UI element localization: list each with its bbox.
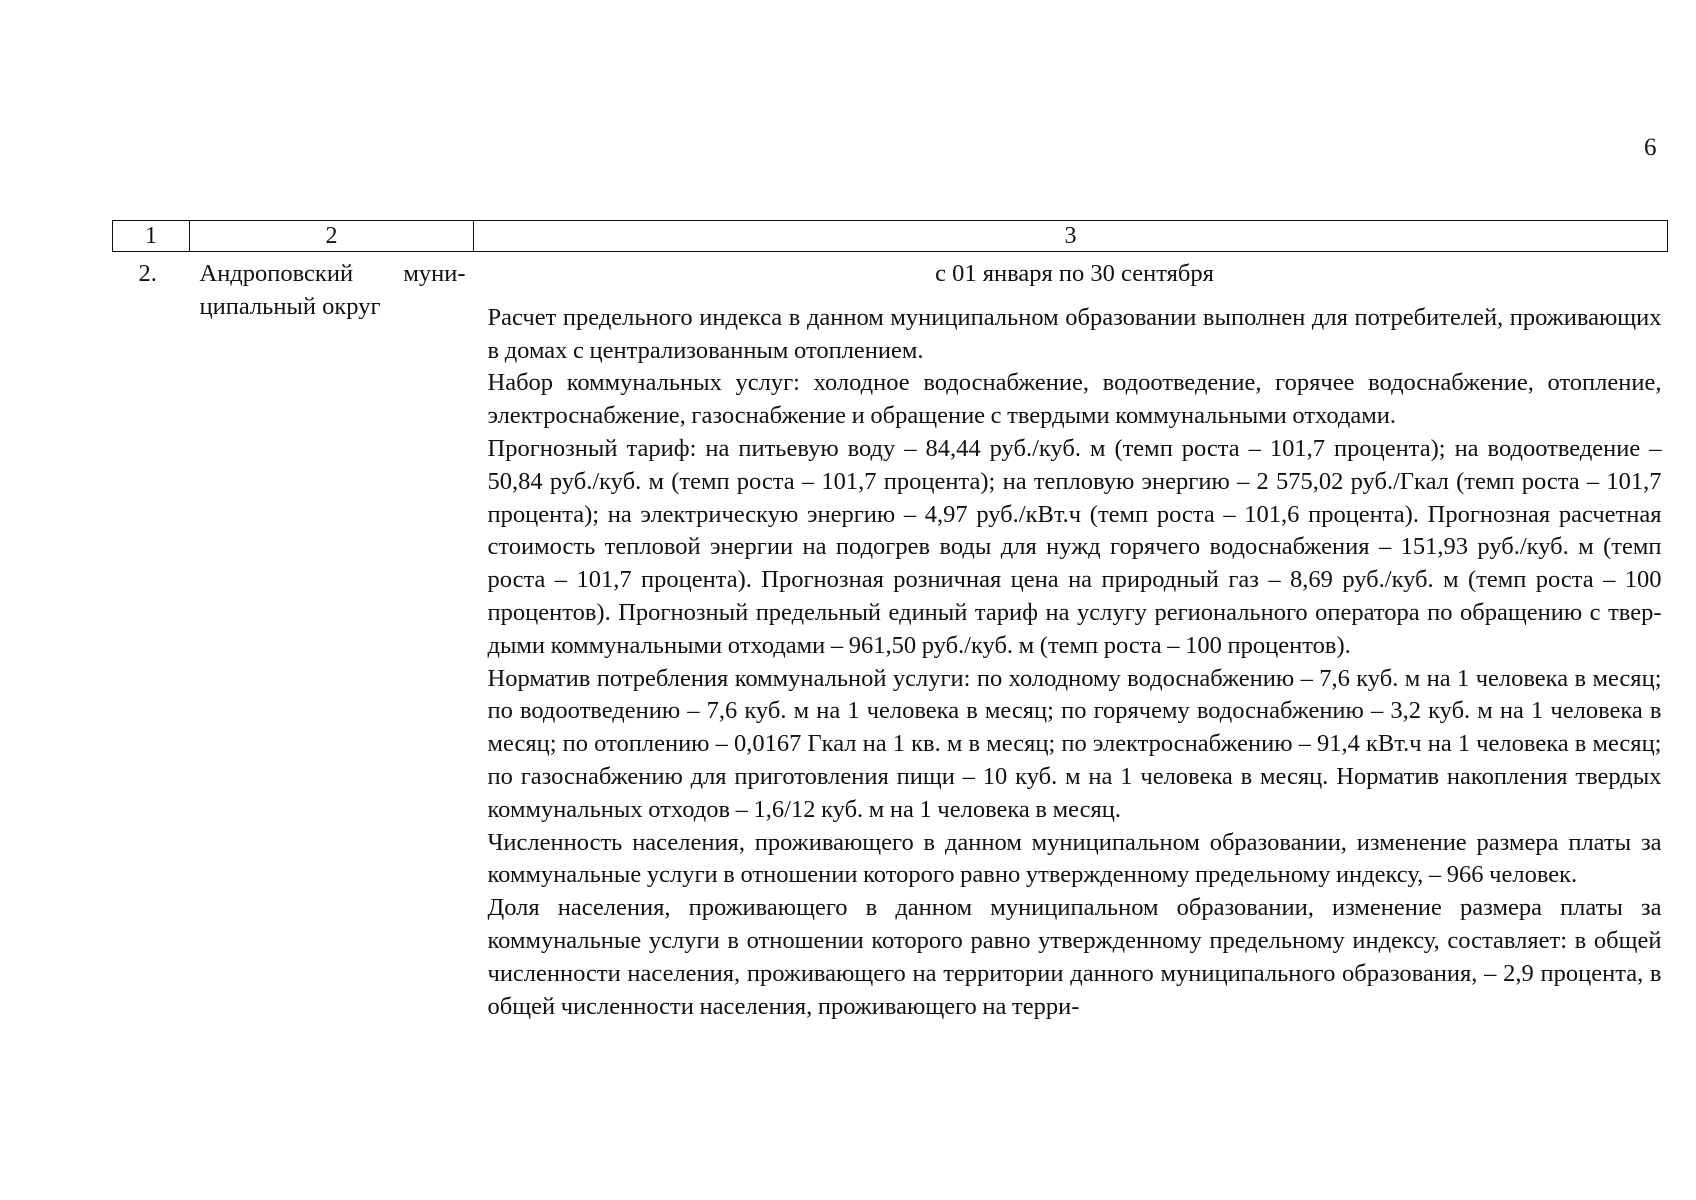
paragraph-consumption-norms: Норматив потребления коммунальной услуги: по холодному водоснабжению – 7,6 куб. м на 1 человека в месяц; по водоотведению – 7,6 куб. м на 1 человека в месяц; по горячему водоснабжению – 3,2 куб. м на 1 человека в месяц; по отоплению – 0,0167 Гкал на 1 кв. м в месяц; по электроснабжению – 91,4 кВт.ч на 1 человека в месяц; по газоснабжению для приготовления пищи – 10 куб. м на 1 человека в месяц. Норматив накопления твердых коммунальных отходов – 1,6/12 куб. м на 1 человека в месяц.: [487, 664, 1662, 823]
paragraph-utility-set: Набор коммунальных услуг: холодное водоснабжение, водоотведение, горячее водоснабжение, отопление, электроснабжение, газоснабжение и обращение с твердыми коммунальными отходами.: [487, 369, 1662, 430]
table-header-row: [113, 221, 1668, 252]
paragraph-forecast-tariffs: Прогнозный тариф: на питьевую воду – 84,44 руб./куб. м (темп роста – 101,7 процента); на водоотведение – 50,84 руб./куб. м (темп роста – 101,7 процента); на тепловую энергию – 2 575,02 руб./Гкал (темп роста – 101,7 процента); на электрическую энергию – 4,97 руб./кВт.ч (темп роста – 101,6 процента). Прогнозная расчетная стоимость тепловой энергии на подогрев воды для нужд горячего водоснабжения – 151,93 руб./куб. м (темп роста – 101,7 процента). Прогнозная розничная цена на природный газ – 8,69 руб./куб. м (темп роста – 100 процентов). Прогнозный предельный единый тариф на услугу регионального оператора по обращению с твердыми коммунальными отходами – 961,50 руб./куб. м (темп роста – 100 процентов).: [487, 434, 1662, 659]
column-header-3: 3: [474, 221, 1668, 252]
table-row: [113, 252, 1668, 1024]
paragraph-population-share: Доля населения, проживающего в данном муниципальном образовании, изменение размера платы за коммунальные услуги в отношении которого равно утвержденному предельному индексу, составляет: в общей численности населения, проживающего на территории данного муниципального образования, – 2,9 процента, в общей численности населения, проживающего на терри-: [487, 894, 1662, 1020]
paragraph-calculation-basis: Расчет предельного индекса в данном муниципальном образовании выполнен для потребителей, проживающих в домах с централизованным отоплением.: [487, 303, 1662, 364]
row-number: 2.: [138, 260, 157, 287]
period-heading: с 01 января по 30 сентября: [935, 260, 1214, 287]
column-header-1: 1: [113, 221, 190, 252]
column-header-2: 2: [190, 221, 474, 252]
paragraph-population-count: Численность населения, проживающего в данном муниципальном образовании, изменение размера платы за коммунальные услуги в отношении которого равно утвержденному предельному индексу, – 966 человек.: [487, 828, 1662, 889]
district-name: Андроповский муниципальный округ: [199, 260, 466, 320]
row-content: [474, 252, 1668, 1024]
page-number: 6: [1644, 134, 1657, 161]
document-table: [112, 220, 1668, 1023]
